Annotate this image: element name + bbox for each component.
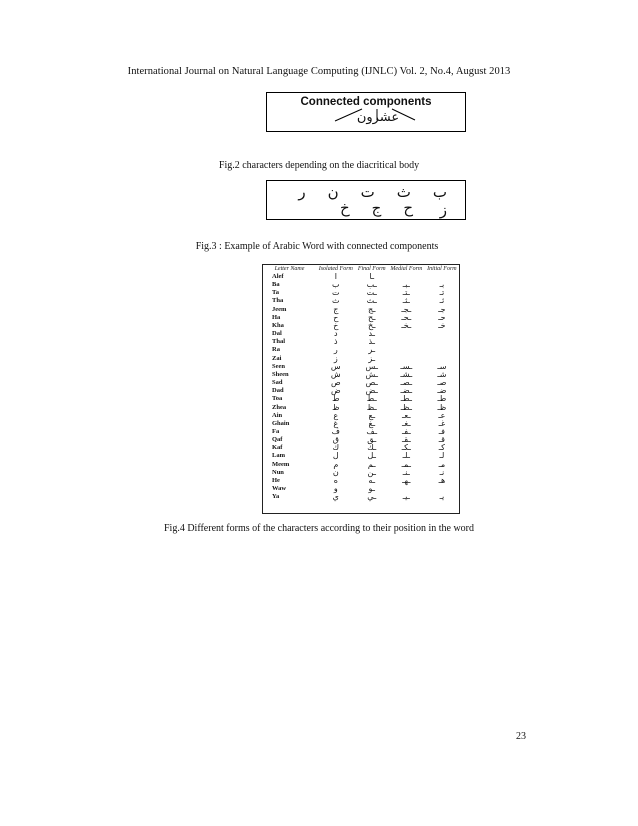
connected-components-title: Connected components	[300, 96, 432, 108]
col-medial: Medial Form	[390, 266, 423, 272]
initial-form-cell: شـ	[437, 369, 447, 379]
final-form-cell: ـذ	[368, 337, 376, 347]
arabic-word-ishrun: عشرون	[356, 110, 400, 125]
isolated-form-cell: ي	[332, 492, 339, 502]
initial-form-cell: قـ	[438, 435, 445, 445]
isolated-form-cell: و	[333, 484, 338, 494]
table-row	[263, 477, 459, 485]
table-row	[263, 273, 459, 281]
table-row	[263, 314, 459, 322]
isolated-form-cell: خ	[333, 320, 339, 330]
letter-name-cell: Dad	[272, 387, 284, 395]
table-row	[263, 412, 459, 420]
medial-form-cell: ـظـ	[400, 402, 412, 412]
table-row	[263, 322, 459, 330]
isolated-form-cell: م	[333, 459, 339, 469]
medial-form-cell: ـهـ	[402, 475, 411, 485]
initial-form-cell: سـ	[437, 361, 447, 371]
isolated-form-cell: ك	[332, 443, 340, 453]
table-row	[263, 428, 459, 436]
table-header-row	[263, 265, 459, 273]
medial-form-cell: ـضـ	[400, 386, 413, 396]
final-form-cell: ـظ	[366, 402, 377, 412]
final-form-cell: ـد	[368, 329, 376, 339]
letter-name-cell: Ra	[272, 346, 280, 354]
table-row	[263, 346, 459, 354]
isolated-form-cell: ز	[333, 353, 338, 363]
initial-form-cell: كـ	[438, 443, 445, 453]
initial-form-cell: ظـ	[437, 402, 447, 412]
final-form-cell: ـح	[367, 312, 376, 322]
medial-form-cell	[388, 338, 425, 346]
char: ث	[396, 183, 411, 201]
initial-form-cell: هـ	[438, 475, 446, 485]
letter-name-cell: Meem	[272, 460, 290, 468]
letter-name-cell: Sad	[272, 379, 283, 387]
final-form-cell: ـف	[366, 426, 378, 436]
final-form-cell: ـق	[367, 435, 377, 445]
char-row-2	[318, 199, 413, 217]
col-final: Final Form	[357, 266, 386, 272]
char: ت	[360, 183, 375, 201]
final-form-cell: ـك	[367, 443, 377, 453]
letter-name-cell: Thal	[272, 338, 286, 346]
medial-form-cell: ـصـ	[400, 378, 413, 388]
final-form-cell: ـط	[366, 394, 377, 404]
letter-name-cell: Tha	[272, 297, 284, 305]
isolated-form-cell: غ	[333, 418, 339, 428]
final-form-cell: ـش	[365, 369, 379, 379]
table-row	[263, 404, 459, 412]
medial-form-cell: ـتـ	[402, 288, 410, 298]
table-row	[263, 371, 459, 379]
letter-name-cell: Lam	[272, 452, 285, 460]
initial-form-cell: صـ	[437, 378, 447, 388]
final-form-cell: ـز	[368, 353, 376, 363]
connected-components-figure	[266, 92, 466, 132]
final-form-cell: ـر	[368, 345, 376, 355]
table-row	[263, 289, 459, 297]
final-form-cell: ـا	[369, 272, 375, 281]
col-letter-name: Letter Name	[274, 266, 305, 272]
initial-form-cell: خـ	[438, 320, 446, 330]
medial-form-cell: ـفـ	[401, 426, 411, 436]
letter-name-cell: Waw	[272, 485, 287, 493]
isolated-form-cell: ب	[332, 280, 340, 290]
final-form-cell: ـث	[366, 296, 377, 306]
letter-name-cell: Alef	[272, 273, 284, 280]
isolated-form-cell: س	[330, 361, 341, 371]
letter-name-cell: Zhea	[272, 403, 287, 411]
letter-name-cell: Dal	[272, 330, 282, 338]
letter-name-cell: Kaf	[272, 444, 283, 452]
medial-form-cell: ـجـ	[401, 304, 412, 314]
initial-form-cell: طـ	[437, 394, 447, 404]
medial-form-cell: ـحـ	[401, 312, 412, 322]
medial-form-cell: ـيـ	[402, 492, 410, 502]
table-row	[263, 452, 459, 460]
isolated-form-cell: ث	[332, 296, 340, 306]
medial-form-cell: ـخـ	[401, 320, 412, 330]
isolated-form-cell: ش	[330, 369, 341, 379]
table-row	[263, 306, 459, 314]
isolated-form-cell: ع	[333, 410, 339, 420]
table-row	[263, 444, 459, 452]
letter-name-cell: Toa	[272, 395, 283, 403]
final-form-cell: ـص	[365, 378, 378, 388]
medial-form-cell: ـغـ	[402, 418, 411, 428]
fig3-caption: Fig.3 : Example of Arabic Word with connected components	[195, 241, 439, 252]
initial-form-cell: ضـ	[437, 386, 447, 396]
char: ز	[439, 201, 447, 219]
letter-name-cell: Ba	[272, 281, 280, 289]
isolated-form-cell: ص	[330, 378, 341, 388]
initial-form-cell	[425, 346, 459, 354]
table-row	[263, 330, 459, 338]
letter-name-cell: Jeem	[272, 305, 287, 313]
isolated-form-cell: ف	[331, 426, 340, 436]
table-row	[263, 395, 459, 403]
table-row	[263, 379, 459, 387]
initial-form-cell: غـ	[438, 418, 446, 428]
isolated-form-cell: ه	[333, 475, 338, 485]
table-row	[263, 281, 459, 289]
letter-name-cell: Ya	[272, 493, 280, 501]
isolated-form-cell: ظ	[332, 402, 340, 412]
isolated-form-cell: ذ	[334, 337, 338, 347]
col-initial: Initial Form	[427, 266, 457, 272]
final-form-cell: ـب	[366, 280, 377, 290]
final-form-cell: ـع	[368, 410, 376, 420]
final-form-cell: ـه	[368, 475, 376, 485]
isolated-form-cell: ض	[330, 386, 341, 396]
table-row	[263, 363, 459, 371]
isolated-form-cell: ا	[334, 272, 337, 281]
final-form-cell: ـم	[367, 459, 376, 469]
letter-name-cell: Sheen	[272, 370, 289, 378]
initial-form-cell: جـ	[438, 304, 446, 314]
letter-name-cell: Ghain	[272, 419, 290, 427]
char: ح	[403, 199, 413, 217]
diacritic-characters-figure	[266, 180, 466, 220]
initial-form-cell	[425, 330, 459, 338]
letter-name-cell: Ta	[272, 289, 279, 297]
medial-form-cell: ـطـ	[400, 394, 412, 404]
running-header: International Journal on Natural Language Computing (IJNLC) Vol. 2, No.4, August 2013	[127, 66, 511, 77]
initial-form-cell: فـ	[438, 426, 445, 436]
initial-form-cell: عـ	[438, 410, 446, 420]
page-number: 23	[516, 731, 526, 742]
table-row	[263, 493, 459, 501]
initial-form-cell: تـ	[439, 288, 445, 298]
table-row	[263, 297, 459, 305]
table-row	[263, 469, 459, 477]
char: ج	[371, 199, 382, 217]
char: ب	[432, 183, 447, 201]
letter-name-cell: Kha	[272, 321, 284, 329]
initial-form-cell: بـ	[439, 280, 445, 290]
letter-name-cell: Qaf	[272, 436, 283, 444]
isolated-form-cell: ت	[332, 288, 340, 298]
isolated-form-cell: ر	[333, 345, 338, 355]
final-form-cell: ـس	[365, 361, 379, 371]
final-form-cell: ـغ	[368, 418, 376, 428]
letter-name-cell: Nun	[272, 468, 284, 476]
letter-name-cell: Fa	[272, 427, 280, 435]
medial-form-cell: ـثـ	[402, 296, 410, 306]
letter-name-cell: Ha	[272, 313, 281, 321]
initial-form-cell: نـ	[439, 467, 445, 477]
initial-form-cell: لـ	[439, 451, 445, 461]
isolated-form-cell: ج	[333, 304, 339, 314]
char: خ	[339, 199, 350, 217]
table-row	[263, 436, 459, 444]
medial-form-cell: ـسـ	[400, 361, 413, 371]
char: ر	[298, 183, 306, 201]
final-form-cell: ـل	[367, 451, 376, 461]
medial-form-cell: ـنـ	[402, 467, 410, 477]
final-form-cell: ـخ	[367, 320, 376, 330]
letter-name-cell: He	[272, 476, 280, 484]
medial-form-cell	[388, 346, 425, 354]
final-form-cell: ـج	[367, 304, 376, 314]
letter-name-cell: Zai	[272, 354, 282, 362]
letter-name-cell: Seen	[272, 362, 285, 370]
medial-form-cell: ـبـ	[402, 280, 410, 290]
isolated-form-cell: ط	[332, 394, 340, 404]
medial-form-cell: ـشـ	[400, 369, 413, 379]
col-isolated: Isolated Form	[318, 266, 353, 272]
initial-form-cell	[425, 338, 459, 346]
initial-form-cell: حـ	[438, 312, 446, 322]
fig2-caption: Fig.2 characters depending on the diacritical body	[218, 160, 420, 171]
medial-form-cell: ـكـ	[401, 443, 411, 453]
table-row	[263, 420, 459, 428]
isolated-form-cell: د	[334, 329, 338, 339]
table-row	[263, 485, 459, 493]
initial-form-cell: يـ	[439, 492, 445, 502]
final-form-cell: ـت	[366, 288, 377, 298]
table-row	[263, 387, 459, 395]
medial-form-cell: ـقـ	[401, 435, 411, 445]
final-form-cell: ـي	[367, 492, 377, 502]
table-row	[263, 355, 459, 363]
medial-form-cell: ـعـ	[402, 410, 411, 420]
char: ن	[327, 183, 339, 201]
final-form-cell: ـن	[367, 467, 376, 477]
isolated-form-cell: ل	[332, 451, 339, 461]
isolated-form-cell: ن	[332, 467, 339, 477]
medial-form-cell: ـمـ	[401, 459, 411, 469]
isolated-form-cell: ح	[333, 312, 339, 322]
isolated-form-cell: ق	[332, 435, 339, 445]
table-row	[263, 338, 459, 346]
initial-form-cell: ثـ	[439, 296, 445, 306]
initial-form-cell: مـ	[438, 459, 446, 469]
letter-forms-table	[262, 264, 460, 514]
table-row	[263, 461, 459, 469]
medial-form-cell: ـلـ	[402, 451, 410, 461]
letter-name-cell: Ain	[272, 411, 283, 419]
final-form-cell: ـض	[365, 386, 378, 396]
final-form-cell: ـو	[368, 484, 375, 494]
medial-form-cell	[388, 330, 425, 338]
fig4-caption: Fig.4 Different forms of the characters according to their position in the word	[163, 523, 474, 534]
